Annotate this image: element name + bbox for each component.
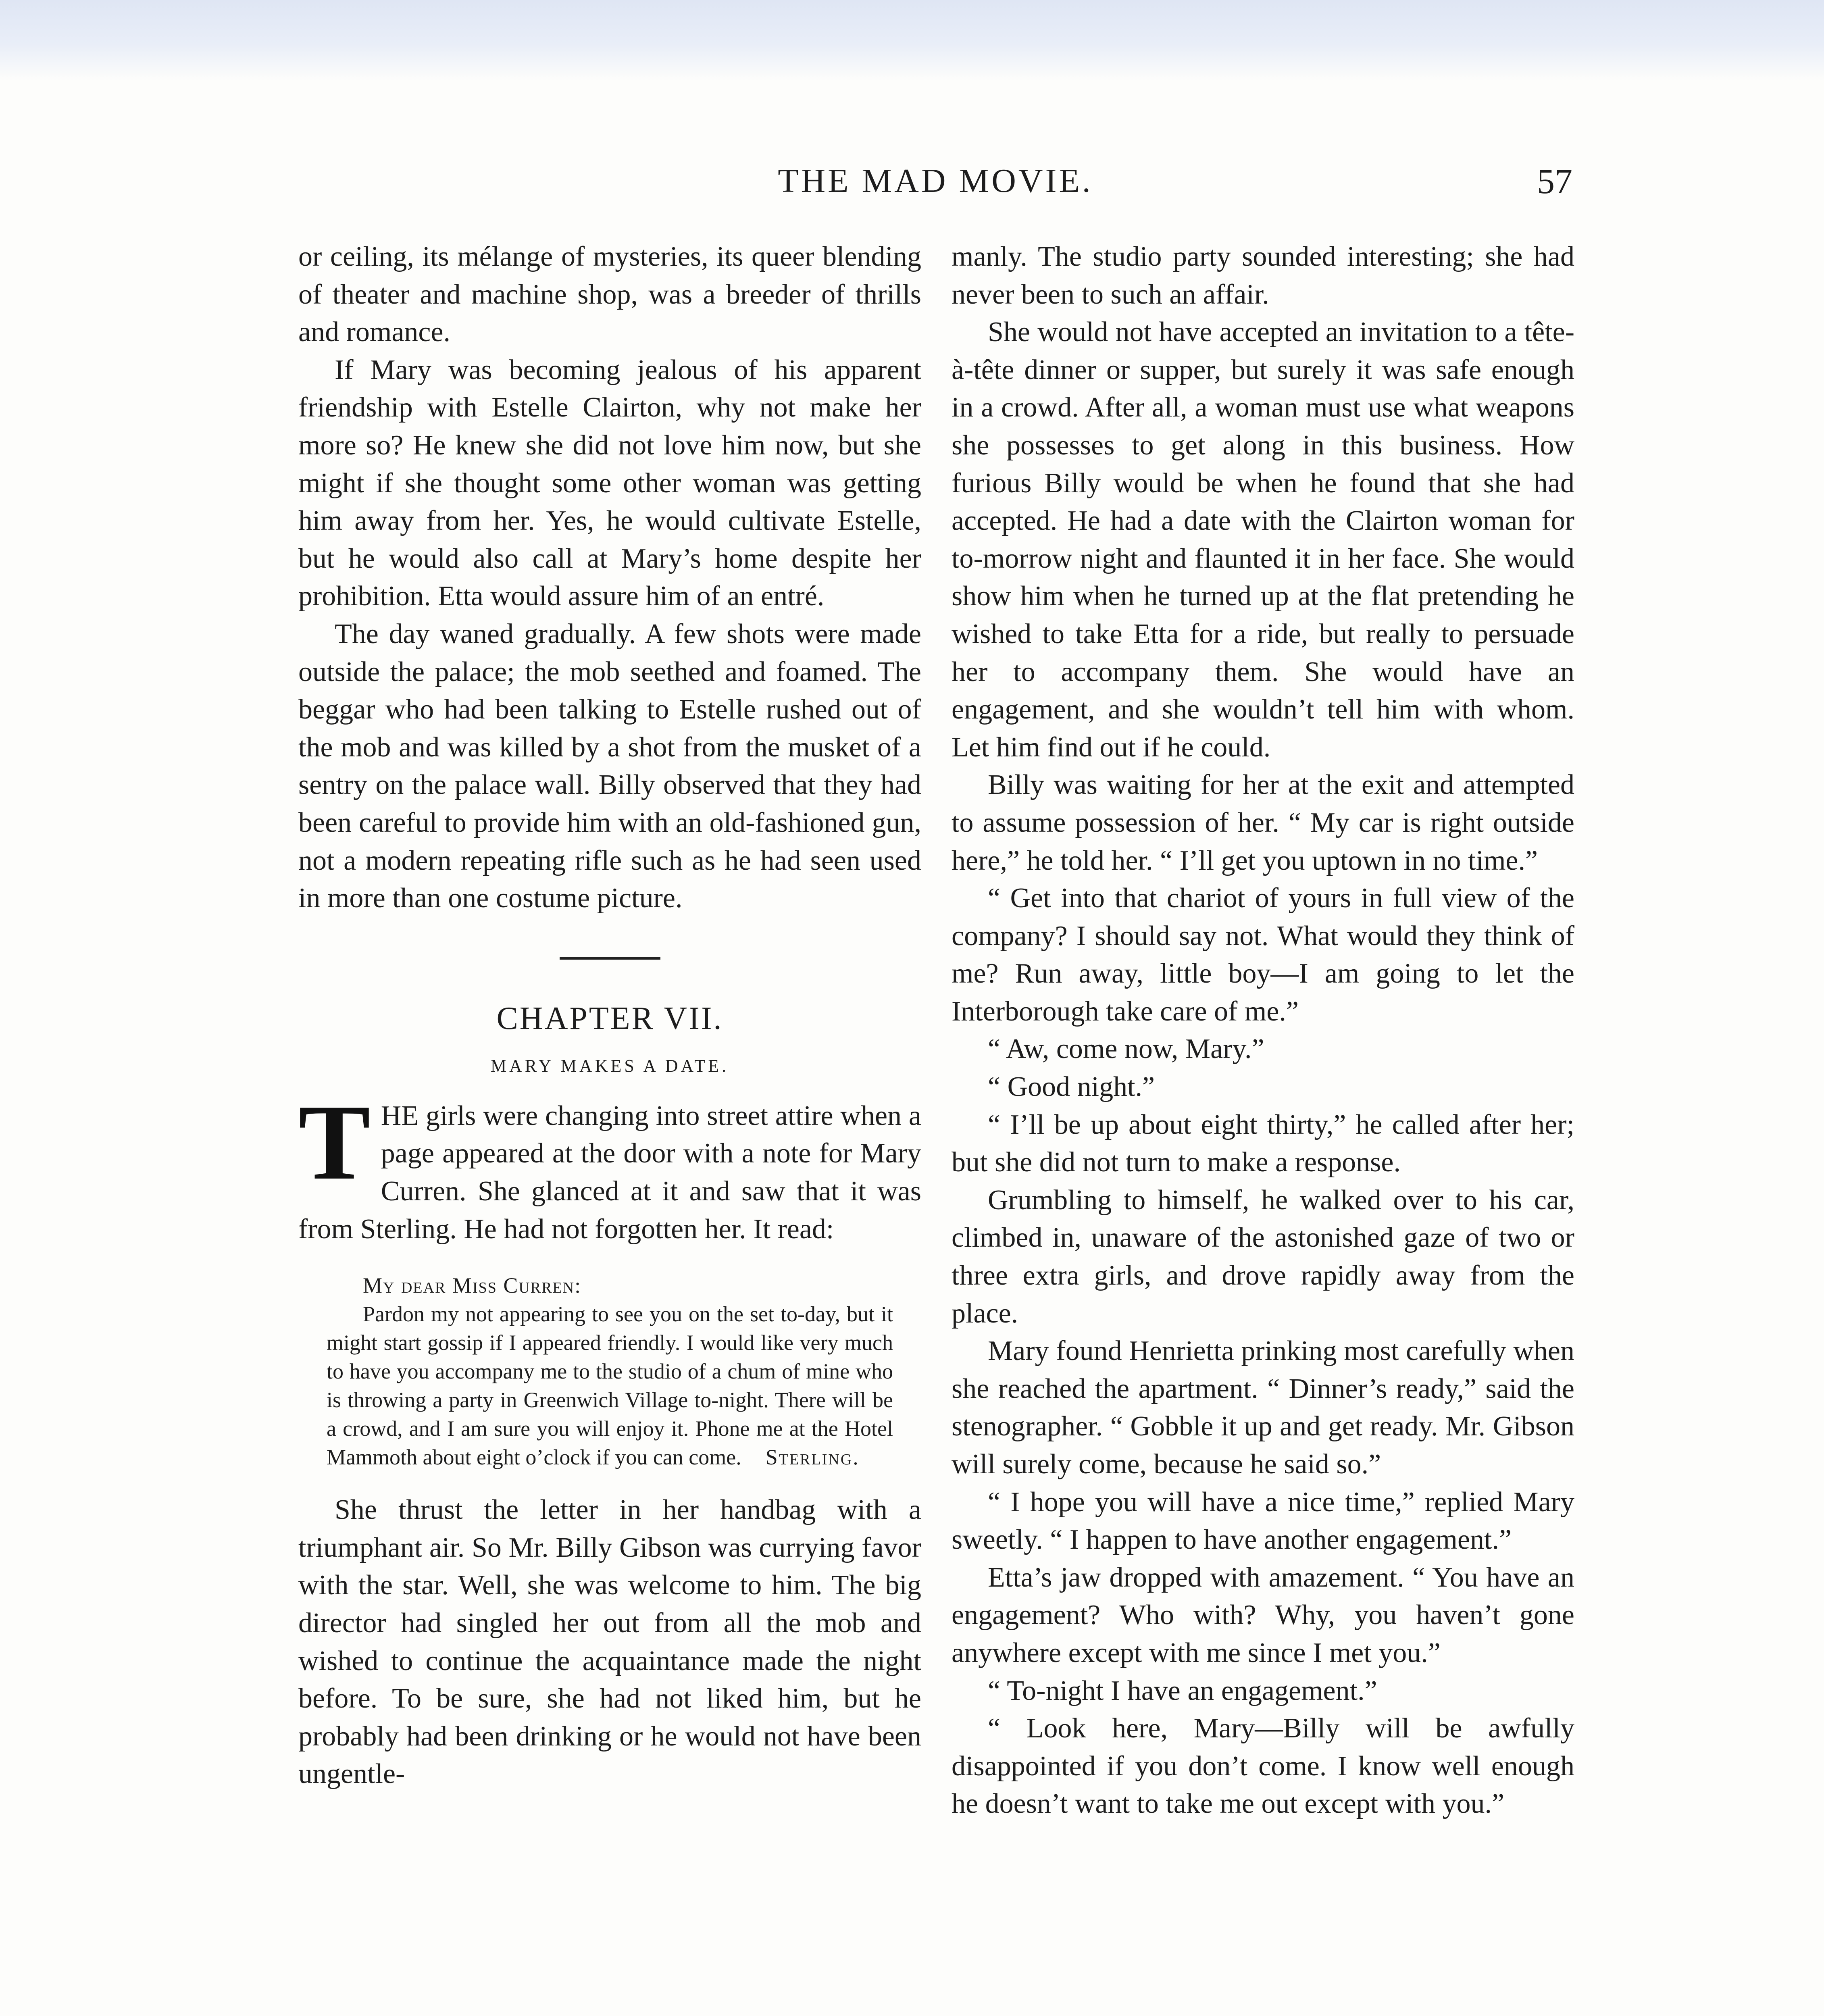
paragraph: “ Get into that chariot of yours in full view of the company? I should say not. What would they think of me? Run away, little boy—I am going to let the Interborough take care of me.” (952, 883, 1574, 1027)
paragraph: “ Look here, Mary—Billy will be awfully disappointed if you don’t come. I know well enough he doesn’t want to take me out except with you.” (952, 1713, 1574, 1820)
letter-signature: Sterling. (765, 1445, 860, 1470)
left-column (298, 238, 921, 1793)
page-header (298, 161, 1572, 214)
paragraph: “ I’ll be up about eight thirty,” he called after her; but she did not turn to make a response. (952, 1109, 1574, 1178)
chapter-opening-paragraph (298, 1082, 921, 1248)
chapter-subtitle: MARY MAKES A DATE. (490, 1056, 729, 1076)
paragraph: She would not have accepted an invitation to a tête-à-tête dinner or supper, but surely it was safe enough in a crowd. After all, a woman must use what weapons she possesses to get along in this business. How furious Billy would be when he found that she had accepted. He had a date with the Clairton woman for to-morrow night and flaunted it in her face. She would show him when he turned up at the flat pretending he wished to take Etta for a ride, but really to persuade her to accompany them. She would have an engagement, and she wouldn’t tell him with whom. Let him find out if he could. (952, 317, 1574, 763)
letter-body (327, 1300, 893, 1472)
paragraph: “ I hope you will have a nice time,” replied Mary sweetly. “ I happen to have another engagement.” (952, 1486, 1574, 1556)
scan-edge-shadow (0, 0, 1824, 81)
paragraph: Grumbling to himself, he walked over to his car, climbed in, unaware of the astonished gaze of two or three extra girls, and drove rapidly away from the place. (952, 1184, 1574, 1329)
paragraph: Mary found Henrietta prinking most carefully when she reached the apartment. “ Dinner’s ready,” said the stenographer. “ Gobble it up and get ready. Mr. Gibson will surely come, because he said so.” (952, 1335, 1574, 1480)
letter-salutation: My dear Miss Curren: (363, 1273, 582, 1298)
paragraph: Etta’s jaw dropped with amazement. “ You have an engagement? Who with? Why, you haven’t gone anywhere except with me since I met you.” (952, 1562, 1574, 1668)
page-number: 57 (1537, 162, 1572, 201)
paragraph: or ceiling, its mélange of mysteries, its queer blending of theater and machine shop, was a breeder of thrills and romance. (298, 241, 921, 348)
drop-cap: T (298, 1082, 371, 1202)
paragraph: “ To-night I have an engagement.” (988, 1675, 1377, 1706)
paragraph: manly. The studio party sounded interesting; she had never been to such an affair. (952, 241, 1574, 310)
chapter-title: CHAPTER VII. (496, 1000, 723, 1036)
paragraph: “ Aw, come now, Mary.” (988, 1033, 1264, 1065)
paragraph-text: HE girls were changing into street attire when a page appeared at the door with a note for Mary Curren. She glanced at it and saw that it was from Sterling. He had not forgotten her. It read: (298, 1100, 921, 1245)
running-head: THE MAD MOVIE. (778, 162, 1093, 200)
paragraph: The day waned gradually. A few shots were made outside the palace; the mob seethed and foamed. The beggar who had been talking to Estelle rushed out of the mob and was killed by a shot from the musket of a sentry on the palace wall. Billy observed that they had been careful to provide him with an old-fashioned gun, not a modern repeating rifle such as he had seen used in more than one costume picture. (298, 618, 921, 914)
letter-text: Pardon my not appearing to see you on the set to-day, but it might start gossip if I appeared friendly. I would like very much to have you accompany me to the studio of a chum of mine who is throwing a party in Greenwich Village to-night. There will be a crowd, and I am sure you will enjoy it. Phone me at the Hotel Mammoth about eight o’clock if you can come. (327, 1302, 893, 1470)
section-divider (560, 957, 660, 960)
quoted-letter (327, 1271, 893, 1472)
paragraph: If Mary was becoming jealous of his apparent friendship with Estelle Clairton, why not make her more so? He knew she did not love him now, but she might if she thought some other woman was getting him away from her. Yes, he would cultivate Estelle, but he would also call at Mary’s home despite her prohibition. Etta would assure him of an entré. (298, 354, 921, 612)
paragraph: Billy was waiting for her at the exit and attempted to assume possession of her. “ My car is right outside here,” he told her. “ I’ll get you uptown in no time.” (952, 769, 1574, 876)
right-column (952, 238, 1574, 1823)
paragraph: “ Good night.” (988, 1071, 1155, 1103)
paragraph: She thrust the letter in her handbag with a triumphant air. So Mr. Billy Gibson was currying favor with the star. Well, she was welcome to him. The big director had singled her out from all the mob and wished to continue the acquaintance made the night before. To be sure, she had not liked him, but he probably had been drinking or he would not have been ungentle- (298, 1494, 921, 1790)
